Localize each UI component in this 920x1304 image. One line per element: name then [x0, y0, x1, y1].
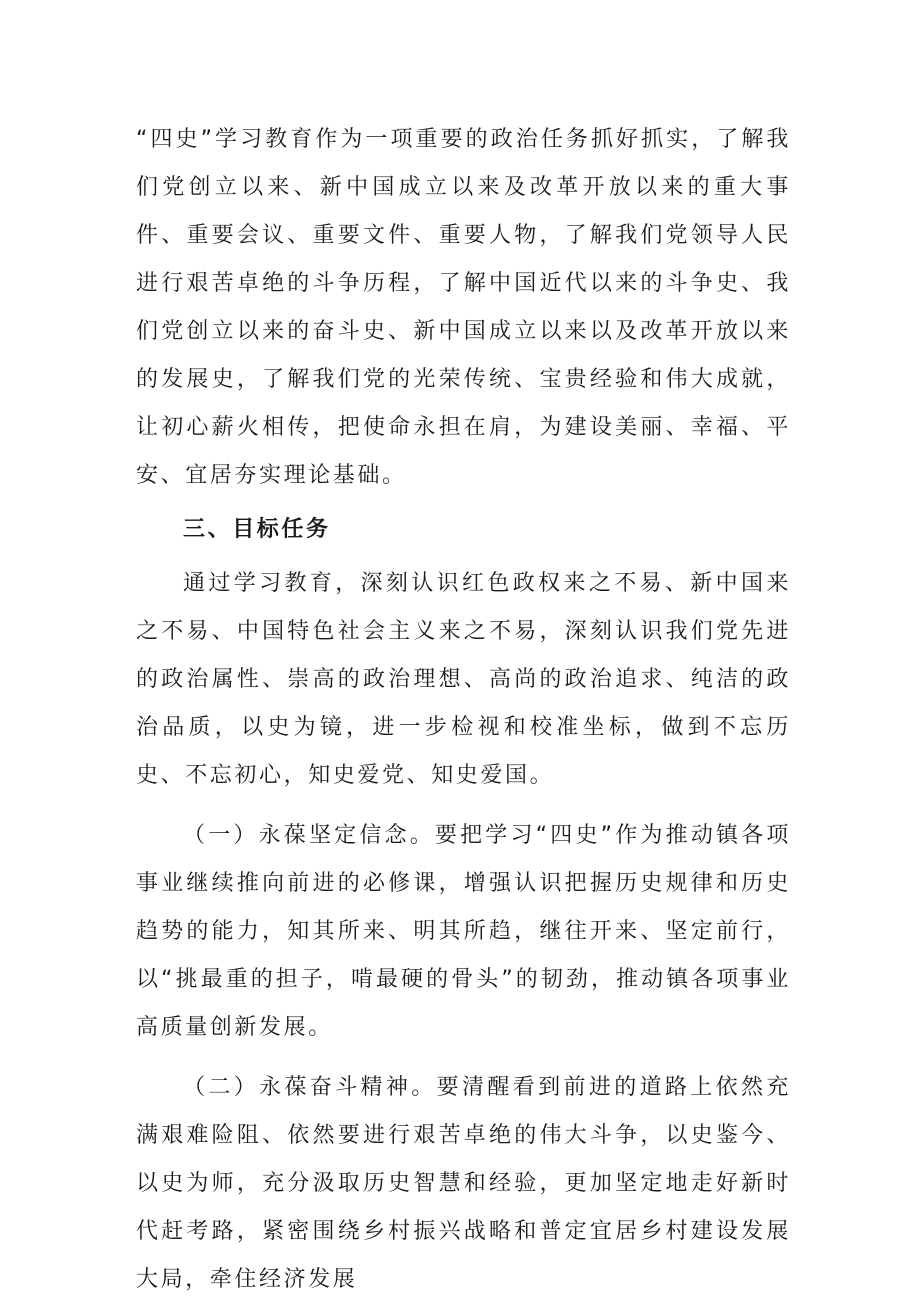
paragraph-continuation: “四史”学习教育作为一项重要的政治任务抓好抓实，了解我们党创立以来、新中国成立以来及改革开放以来的重大事件、重要会议、重要文件、重要人物，了解我们党领导人民进行艰苦卓绝的斗争历程，了解中国近代以来的斗争史、我们党创立以来的奋斗史、新中国成立以来以及改革开放以来的发展史，了解我们党的光荣传统、宝贵经验和伟大成就，让初心薪火相传，把使命永担在肩，为建设美丽、幸福、平安、宜居夯实理论基础。	[136, 127, 791, 488]
paragraph-struggle-spirit: （二）永葆奋斗精神。要清醒看到前进的道路上依然充满艰难险阻、依然要进行艰苦卓绝的伟大斗争，以史鉴今、以史为师，充分汲取历史智慧和经验，更加坚定地走好新时代赶考路，紧密围绕乡村振兴战略和普定宜居乡村建设发展大局，牵住经济发展	[136, 1075, 791, 1292]
section-heading-objectives: 三、目标任务	[183, 517, 331, 542]
paragraph-objectives-intro: 通过学习教育，深刻认识红色政权来之不易、新中国来之不易、中国特色社会主义来之不易，深刻认识我们党先进的政治属性、崇高的政治理想、高尚的政治追求、纯洁的政治品质，以史为镜，进一步检视和校准坐标，做到不忘历史、不忘初心，知史爱党、知史爱国。	[136, 571, 791, 788]
paragraph-firm-belief: （一）永葆坚定信念。要把学习“四史”作为推动镇各项事业继续推向前进的必修课，增强认识把握历史规律和历史趋势的能力，知其所来、明其所趋，继往开来、坚定前行，以“挑最重的担子，啃最硬的骨头”的韧劲，推动镇各项事业高质量创新发展。	[136, 823, 791, 1040]
document-body	[136, 116, 791, 1304]
